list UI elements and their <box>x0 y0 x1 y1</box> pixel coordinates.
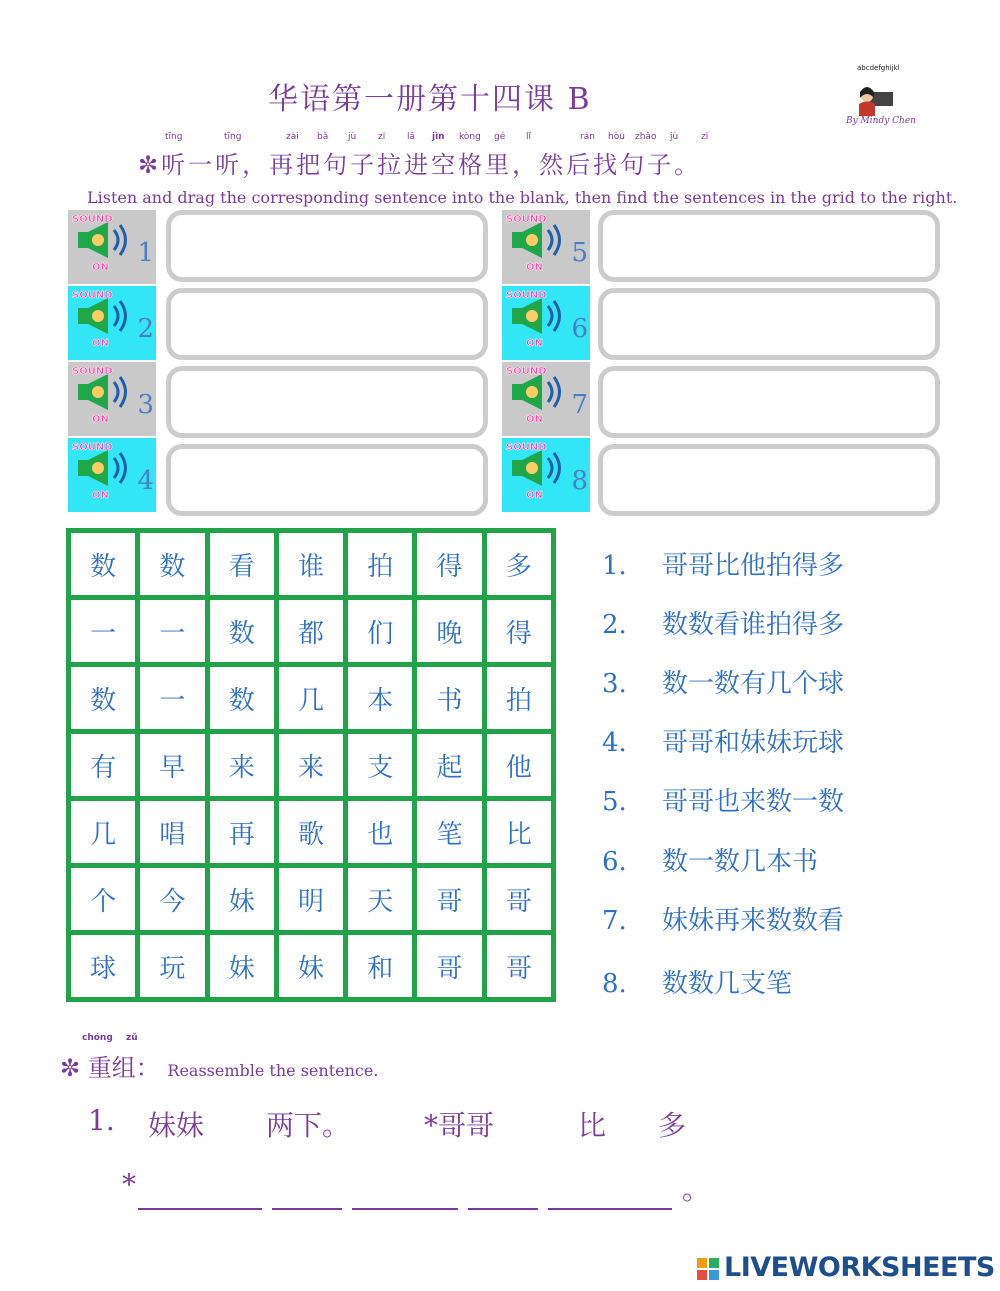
sound-on-icon <box>504 364 572 426</box>
grid-cell[interactable]: 得 <box>487 600 551 662</box>
pinyin: lǐ <box>526 132 532 142</box>
grid-cell[interactable]: 哥 <box>487 935 551 997</box>
audio-button-7[interactable] <box>502 362 590 436</box>
grid-cell[interactable]: 谁 <box>279 533 343 595</box>
sentence-item-1[interactable] <box>602 545 844 582</box>
author-logo <box>855 66 895 118</box>
pinyin: zi <box>378 132 386 142</box>
audio-number: 4 <box>137 466 154 496</box>
sentence-text: 数数几支笔 <box>662 969 793 999</box>
sentence-number: 5. <box>602 787 627 817</box>
pinyin: bǎ <box>317 132 329 142</box>
grid-cell[interactable]: 哥 <box>417 868 481 930</box>
audio-button-1[interactable] <box>68 210 156 284</box>
pinyin: hòu <box>608 132 625 142</box>
sound-on-icon <box>70 212 138 274</box>
grid-cell[interactable]: 本 <box>348 667 412 729</box>
grid-cell[interactable]: 球 <box>71 935 135 997</box>
grid-cell[interactable]: 一 <box>140 600 204 662</box>
audio-number: 6 <box>571 314 588 344</box>
pinyin: gé <box>494 132 506 142</box>
svg-text:ON: ON <box>526 490 543 501</box>
audio-number: 7 <box>571 390 588 420</box>
sentence-item-4[interactable] <box>602 722 844 759</box>
svg-text:ON: ON <box>92 338 109 349</box>
svg-text:SOUND: SOUND <box>72 290 113 301</box>
grid-cell[interactable]: 支 <box>348 734 412 796</box>
svg-text:ON: ON <box>526 414 543 425</box>
grid-cell[interactable]: 妹 <box>279 935 343 997</box>
grid-cell[interactable]: 笔 <box>417 801 481 863</box>
sentence-item-3[interactable] <box>602 663 844 700</box>
liveworksheets-logo-icon <box>697 1258 721 1284</box>
drop-blank-4[interactable] <box>166 444 488 516</box>
audio-number: 8 <box>571 466 588 496</box>
grid-cell[interactable]: 比 <box>487 801 551 863</box>
grid-cell[interactable]: 数 <box>140 533 204 595</box>
grid-cell[interactable]: 妹 <box>210 868 274 930</box>
pinyin: zǔ <box>126 1033 138 1043</box>
grid-cell[interactable]: 数 <box>71 667 135 729</box>
grid-cell[interactable]: 和 <box>348 935 412 997</box>
grid-cell[interactable]: 歌 <box>279 801 343 863</box>
grid-cell[interactable]: 一 <box>140 667 204 729</box>
word-tile[interactable]: 两下。 <box>266 1109 351 1142</box>
sentence-text: 妹妹再来数数看 <box>662 906 845 936</box>
reassemble-heading <box>60 1048 378 1083</box>
audio-number: 2 <box>137 314 154 344</box>
grid-cell[interactable]: 天 <box>348 868 412 930</box>
sound-on-icon <box>504 440 572 502</box>
sentence-text: 数一数有几个球 <box>662 669 845 699</box>
pinyin: zài <box>286 132 299 142</box>
sentence-number: 1. <box>602 551 627 581</box>
grid-cell[interactable]: 妹 <box>210 935 274 997</box>
sentence-number: 8. <box>602 969 627 999</box>
grid-cell[interactable]: 拍 <box>348 533 412 595</box>
grid-cell[interactable]: 们 <box>348 600 412 662</box>
grid-cell[interactable]: 起 <box>417 734 481 796</box>
drop-blank-2[interactable] <box>166 288 488 360</box>
svg-text:SOUND: SOUND <box>506 442 547 453</box>
pinyin: lā <box>407 132 416 142</box>
svg-text:ON: ON <box>526 262 543 273</box>
drop-blank-7[interactable] <box>598 366 940 438</box>
svg-text:SOUND: SOUND <box>72 366 113 377</box>
audio-button-3[interactable] <box>68 362 156 436</box>
answer-blank-5[interactable] <box>548 1208 672 1210</box>
audio-button-8[interactable] <box>502 438 590 512</box>
grid-cell[interactable]: 唱 <box>140 801 204 863</box>
sentence-text: 哥哥比他拍得多 <box>662 551 845 581</box>
sound-on-icon <box>70 364 138 426</box>
grid-cell[interactable]: 他 <box>487 734 551 796</box>
grid-cell[interactable]: 来 <box>279 734 343 796</box>
pinyin: rán <box>580 132 595 142</box>
sentence-item-7[interactable] <box>602 900 844 937</box>
sentence-number: 4. <box>602 728 627 758</box>
grid-cell[interactable]: 晚 <box>417 600 481 662</box>
word-tile[interactable]: *哥哥 <box>424 1109 495 1142</box>
grid-cell[interactable]: 几 <box>71 801 135 863</box>
drop-blank-1[interactable] <box>166 210 488 282</box>
sentence-item-5[interactable] <box>602 781 844 818</box>
svg-text:ON: ON <box>526 338 543 349</box>
grid-cell[interactable]: 得 <box>417 533 481 595</box>
sentence-number: 2. <box>602 610 627 640</box>
sentence-item-8[interactable] <box>602 963 792 1000</box>
sound-on-icon <box>70 440 138 502</box>
grid-cell[interactable]: 个 <box>71 868 135 930</box>
worksheet-title: 华语第一册第十四课 B <box>268 82 592 117</box>
pinyin: jìn <box>432 132 445 142</box>
sentence-item-6[interactable] <box>602 841 818 878</box>
answer-end: 。 <box>682 1173 711 1206</box>
answer-blank-1[interactable] <box>138 1208 262 1210</box>
sentence-item-2[interactable] <box>602 604 844 641</box>
grid-cell[interactable]: 拍 <box>487 667 551 729</box>
answer-blank-3[interactable] <box>352 1208 458 1210</box>
pinyin: jù <box>670 132 679 142</box>
audio-button-5[interactable] <box>502 210 590 284</box>
audio-number: 1 <box>137 238 154 268</box>
word-tile[interactable]: 比 <box>578 1109 607 1142</box>
sound-on-icon <box>504 288 572 350</box>
grid-cell[interactable]: 都 <box>279 600 343 662</box>
sentence-text: 数数看谁拍得多 <box>662 610 845 640</box>
reassemble-label-english: Reassemble the sentence. <box>167 1061 379 1080</box>
drop-blank-6[interactable] <box>598 288 940 360</box>
drop-blank-3[interactable] <box>166 366 488 438</box>
reassemble-label: ✼ 重组： <box>60 1054 160 1082</box>
sentence-number: 7. <box>602 906 627 936</box>
answer-blank-4[interactable] <box>468 1208 538 1210</box>
sentence-number: 6. <box>602 847 627 877</box>
pinyin: zi <box>701 132 709 142</box>
grid-cell[interactable]: 几 <box>279 667 343 729</box>
audio-number: 5 <box>571 238 588 268</box>
word-tile[interactable]: 妹妹 <box>148 1109 205 1142</box>
pinyin: jù <box>348 132 357 142</box>
sentence-text: 数一数几本书 <box>662 847 819 877</box>
instruction-chinese: ✼听一听，再把句子拉进空格里，然后找句子。 <box>138 151 702 179</box>
sound-on-icon <box>504 212 572 274</box>
drop-blank-5[interactable] <box>598 210 940 282</box>
audio-button-6[interactable] <box>502 286 590 360</box>
grid-cell[interactable]: 有 <box>71 734 135 796</box>
grid-cell[interactable]: 数 <box>210 667 274 729</box>
logo-alphabet: abcdefghijkl <box>857 64 900 72</box>
drop-blank-8[interactable] <box>598 444 940 516</box>
svg-text:SOUND: SOUND <box>506 290 547 301</box>
grid-cell[interactable]: 也 <box>348 801 412 863</box>
svg-text:SOUND: SOUND <box>506 214 547 225</box>
grid-cell[interactable]: 玩 <box>140 935 204 997</box>
sound-on-icon <box>70 288 138 350</box>
instruction-english: Listen and drag the corresponding sentence into the blank, then find the sentences in the grid to the right. <box>87 188 958 207</box>
grid-cell[interactable]: 今 <box>140 868 204 930</box>
grid-cell[interactable]: 哥 <box>487 868 551 930</box>
sentence-text: 哥哥和妹妹玩球 <box>662 728 845 758</box>
grid-cell[interactable]: 哥 <box>417 935 481 997</box>
grid-cell[interactable]: 来 <box>210 734 274 796</box>
grid-cell[interactable]: 一 <box>71 600 135 662</box>
grid-cell[interactable]: 看 <box>210 533 274 595</box>
pinyin: tīng <box>224 132 242 142</box>
pinyin: zhǎo <box>635 132 657 142</box>
question-number: 1. <box>88 1104 115 1137</box>
svg-text:ON: ON <box>92 414 109 425</box>
grid-cell[interactable]: 再 <box>210 801 274 863</box>
liveworksheets-brand: LIVEWORKSHEETS <box>724 1252 995 1283</box>
pinyin: chóng <box>82 1033 113 1043</box>
grid-cell[interactable]: 早 <box>140 734 204 796</box>
word-tile[interactable]: 多 <box>658 1109 687 1142</box>
grid-cell[interactable]: 数 <box>210 600 274 662</box>
svg-text:SOUND: SOUND <box>72 442 113 453</box>
audio-button-2[interactable] <box>68 286 156 360</box>
answer-blank-2[interactable] <box>272 1208 342 1210</box>
audio-button-4[interactable] <box>68 438 156 512</box>
svg-text:ON: ON <box>92 490 109 501</box>
svg-text:SOUND: SOUND <box>506 366 547 377</box>
grid-cell[interactable]: 明 <box>279 868 343 930</box>
svg-text:ON: ON <box>92 262 109 273</box>
audio-number: 3 <box>137 390 154 420</box>
svg-text:SOUND: SOUND <box>72 214 113 225</box>
grid-cell[interactable]: 多 <box>487 533 551 595</box>
pinyin: tīng <box>165 132 183 142</box>
author-credit: By Mindy Chen <box>846 116 916 126</box>
pinyin: kòng <box>459 132 481 142</box>
sentence-text: 哥哥也来数一数 <box>662 787 845 817</box>
sentence-number: 3. <box>602 669 627 699</box>
word-search-grid <box>66 528 556 1002</box>
grid-cell[interactable]: 数 <box>71 533 135 595</box>
grid-cell[interactable]: 书 <box>417 667 481 729</box>
answer-prefix: * <box>122 1168 136 1201</box>
